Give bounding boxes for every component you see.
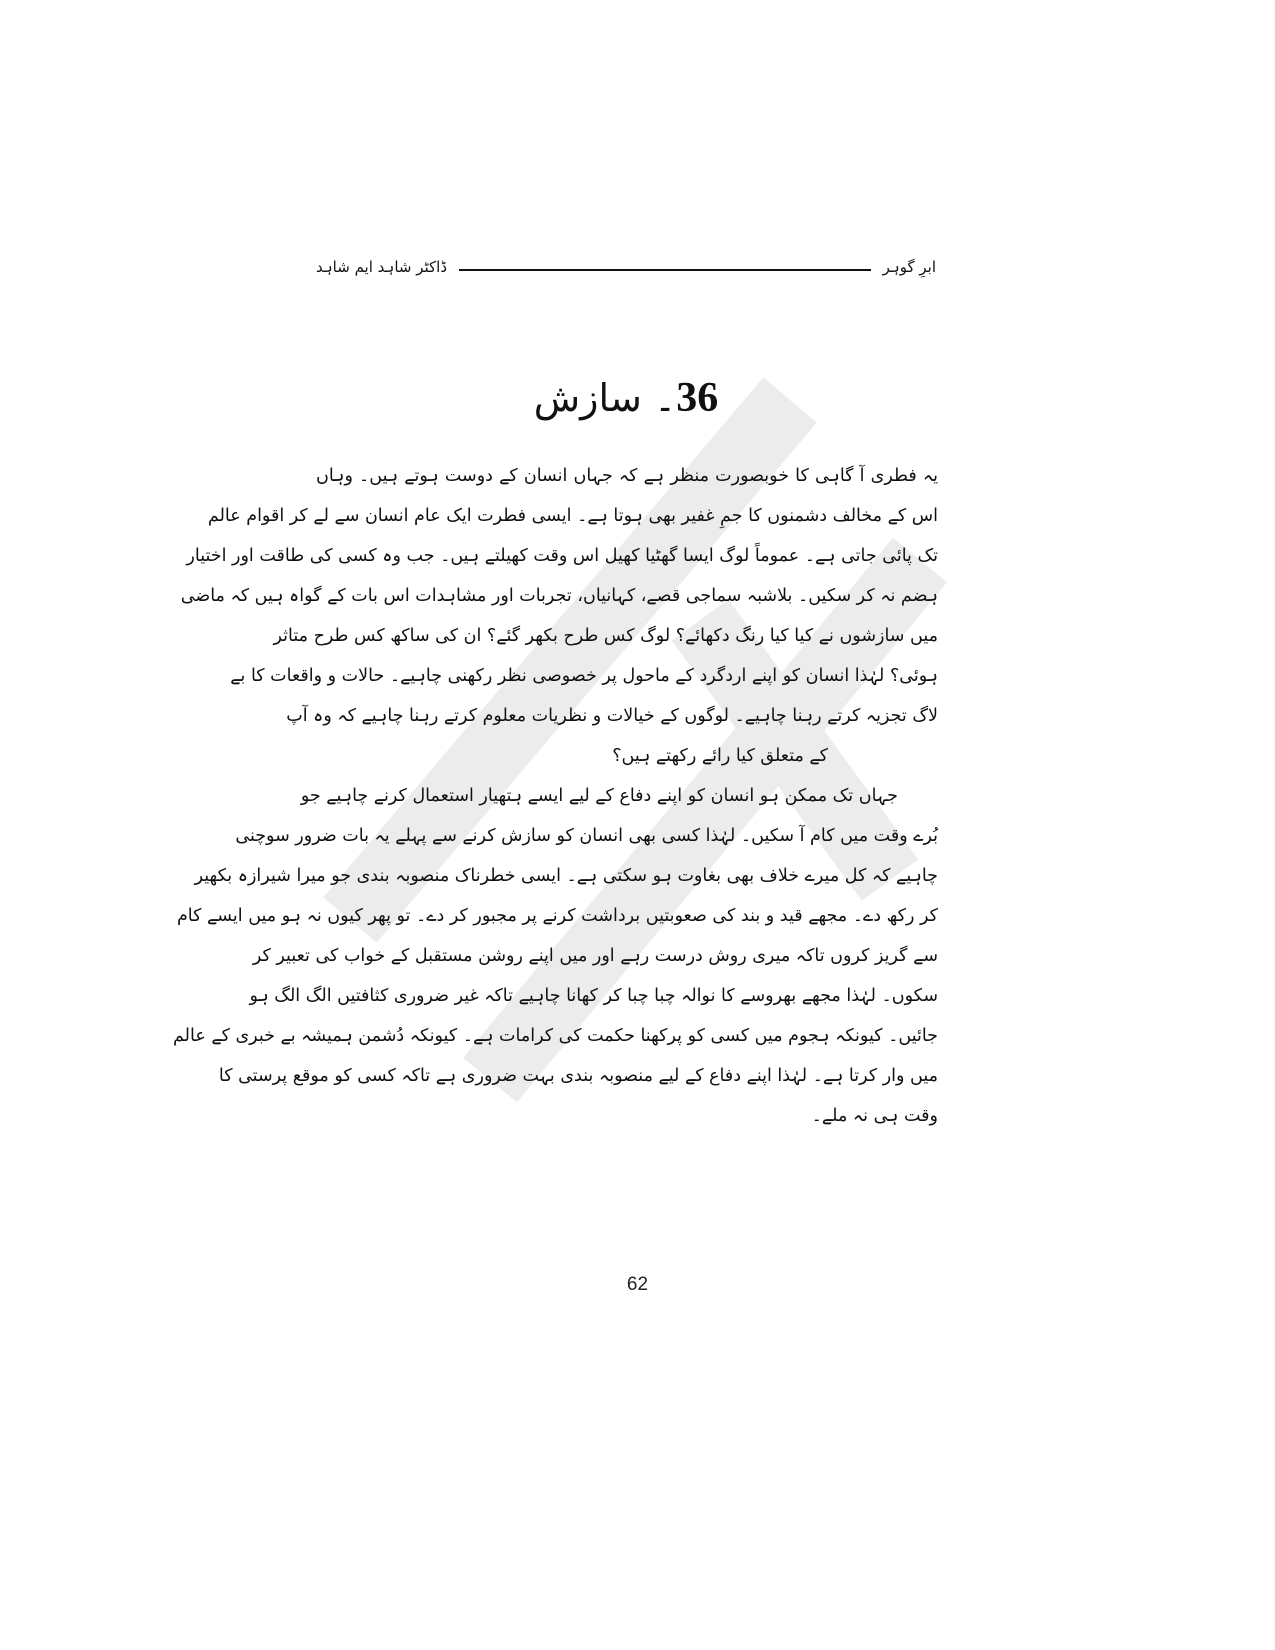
header-author: ڈاکٹر شاہد ایم شاہد <box>316 258 448 276</box>
text-line: اس کے مخالف دشمنوں کا جمِ غفیر بھی ہوتا ہے۔ ایسی فطرت ایک عام انسان سے لے کر اقوام عالم <box>207 506 938 526</box>
text-line: سے گریز کروں تاکہ میری روش درست رہے اور میں اپنے روشن مستقبل کے خواب کی تعبیر کر <box>252 946 938 966</box>
header-rule-divider <box>459 269 871 271</box>
header-book-title: ابرِ گوہر <box>882 258 936 276</box>
text-line: لاگ تجزیہ کرتے رہنا چاہیے۔ لوگوں کے خیالات و نظریات معلوم کرتے رہنا چاہیے کہ وہ آپ <box>286 706 938 726</box>
text-line: یہ فطری آ گاہی کا خوبصورت منظر ہے کہ جہاں انسان کے دوست ہوتے ہیں۔ وہاں <box>316 466 938 486</box>
chapter-body <box>173 456 938 1136</box>
text-line: تک پائی جاتی ہے۔ عموماً لوگ ایسا گھٹیا کھیل اس وقت کھیلتے ہیں۔ جب وہ کسی کی طاقت اور اختیار <box>186 546 938 566</box>
text-line: میں وار کرتا ہے۔ لہٰذا اپنے دفاع کے لیے منصوبہ بندی بہت ضروری ہے تاکہ کسی کو موقع پرستی کا <box>218 1066 938 1086</box>
text-line: ہضم نہ کر سکیں۔ بلاشبہ سماجی قصے، کہانیاں، تجربات اور مشاہدات اس بات کے گواہ ہیں کہ ماضی <box>180 586 938 606</box>
paragraph-1 <box>180 456 938 776</box>
chapter-number: 36 <box>676 375 719 421</box>
text-line: سکوں۔ لہٰذا مجھے بھروسے کا نوالہ چبا چبا کر کھانا چاہیے تاکہ غیر ضروری کثافتیں الگ الگ ہو <box>249 986 938 1006</box>
chapter-separator: ۔ <box>653 376 677 420</box>
running-header <box>316 250 936 284</box>
chapter-heading <box>316 370 936 426</box>
text-line: میں سازشوں نے کیا کیا رنگ دکھائے؟ لوگ کس طرح بکھر گئے؟ ان کی ساکھ کس طرح متاثر <box>273 626 938 646</box>
text-line: بُرے وقت میں کام آ سکیں۔ لہٰذا کسی بھی انسان کو سازش کرنے سے پہلے یہ بات ضرور سوچنی <box>235 826 938 846</box>
text-line: جائیں۔ کیونکہ ہجوم میں کسی کو پرکھنا حکمت کی کرامات ہے۔ کیونکہ دُشمن ہمیشہ بے خبری کے عالم <box>173 1026 938 1046</box>
text-line: وقت ہی نہ ملے۔ <box>811 1106 938 1126</box>
text-line: جہاں تک ممکن ہو انسان کو اپنے دفاع کے لیے ایسے ہتھیار استعمال کرنے چاہیے جو <box>300 786 898 806</box>
text-line: کے متعلق کیا رائے رکھتے ہیں؟ <box>612 746 828 766</box>
text-line: چاہیے کہ کل میرے خلاف بھی بغاوت ہو سکتی ہے۔ ایسی خطرناک منصوبہ بندی جو میرا شیرازہ بکھیر <box>194 866 938 886</box>
text-line: کر رکھ دے۔ مجھے قید و بند کی صعوبتیں برداشت کرنے پر مجبور کر دے۔ تو پھر کیوں نہ ہو میں ایسے کام <box>176 906 938 926</box>
chapter-title: سازش <box>533 376 642 420</box>
page-number: 62 <box>626 1274 649 1295</box>
text-line: ہوئی؟ لہٰذا انسان کو اپنے اردگرد کے ماحول پر خصوصی نظر رکھنی چاہیے۔ حالات و واقعات کا بے <box>230 666 938 686</box>
paragraph-2 <box>173 776 938 1136</box>
